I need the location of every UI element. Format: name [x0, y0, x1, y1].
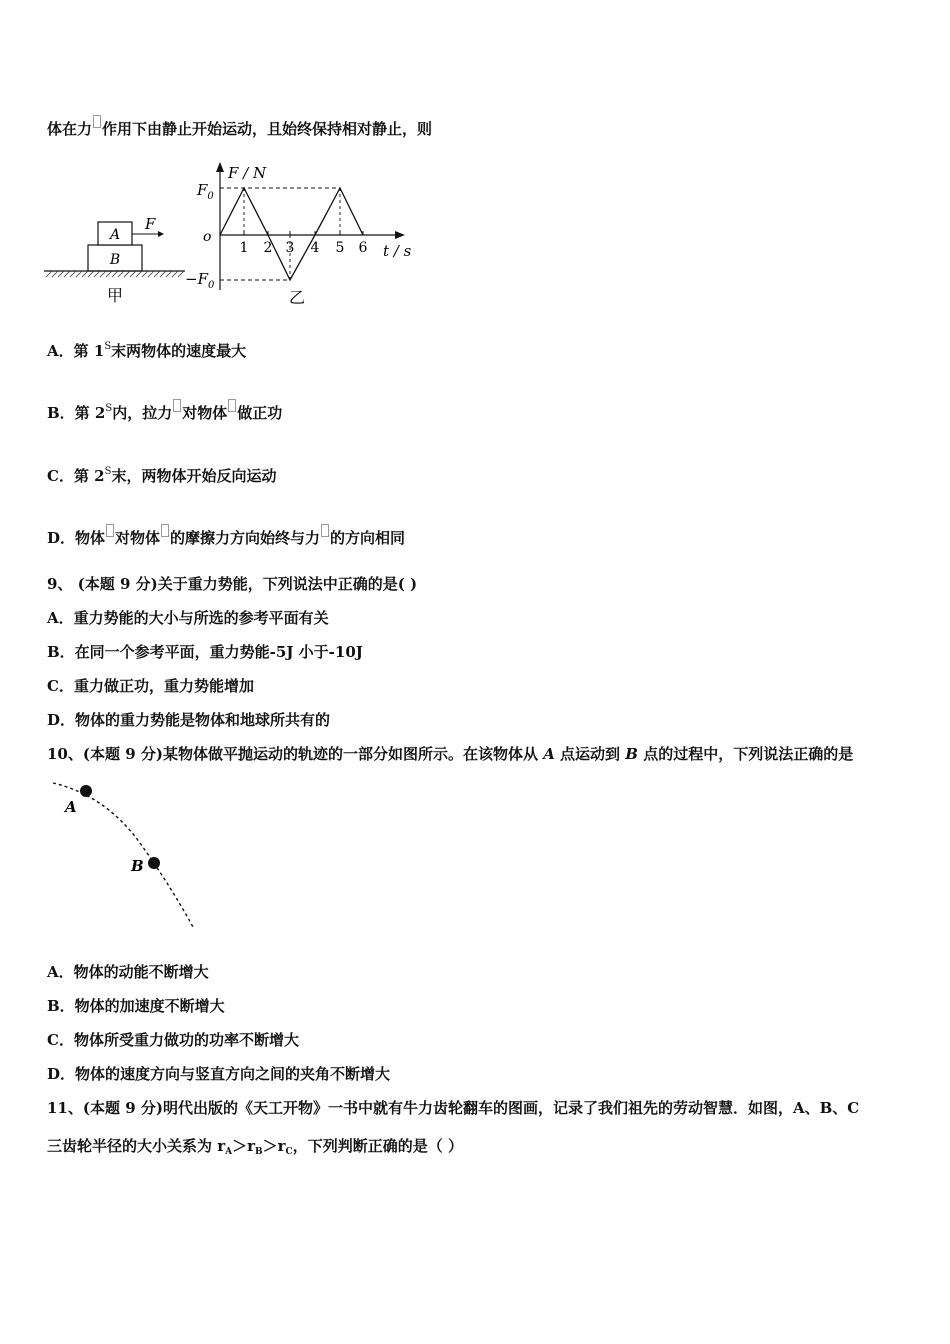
missing-glyph-icon	[106, 524, 114, 537]
y-axis-label: F / N	[228, 164, 267, 182]
q8-option-a: A．第 $1^S$末两物体的速度最大	[47, 341, 247, 360]
figure-jia-caption: 甲	[106, 286, 124, 305]
q10-option-b: B．物体的加速度不断增大	[47, 997, 225, 1015]
point-a	[80, 785, 92, 797]
x-tick-6: 6	[358, 240, 368, 256]
missing-glyph-icon	[173, 399, 181, 412]
block-a-label: A	[109, 227, 121, 243]
q10-option-a: A．物体的动能不断增大	[47, 963, 209, 981]
q8-option-d: D．物体 对物体 的摩擦力方向始终与力 的方向相同	[47, 524, 405, 548]
f0-positive-label: $F_0$	[197, 181, 214, 202]
q9-option-a: A．重力势能的大小与所选的参考平面有关	[47, 609, 329, 627]
q11-stem-line2: 三齿轮半径的大小关系为 $r_A>r_B>r_C$，下列判断正确的是（ ）	[47, 1137, 463, 1157]
x-axis-label: t / s	[383, 242, 412, 260]
missing-glyph-icon	[228, 399, 236, 412]
q9-stem: 9、 (本题 9 分)关于重力势能，下列说法中正确的是( )	[47, 575, 418, 593]
q9-option-d: D．物体的重力势能是物体和地球所共有的	[47, 711, 331, 729]
q10-option-d: D．物体的速度方向与竖直方向之间的夹角不断增大	[47, 1065, 391, 1083]
x-tick-5: 5	[335, 240, 345, 256]
trajectory-figure	[45, 775, 205, 935]
missing-glyph-icon	[93, 115, 101, 128]
x-tick-2: 2	[263, 240, 273, 256]
q9-option-b: B．在同一个参考平面，重力势能-5J 小于-10J	[47, 643, 363, 661]
origin-label: o	[203, 229, 212, 245]
f0-negative-label: $-F_0$	[185, 270, 215, 291]
x-tick-4: 4	[310, 240, 320, 256]
q10-stem: 10、(本题 9 分)某物体做平抛运动的轨迹的一部分如图所示。在该物体从 A 点运动到 B 点的过程中，下列说法正确的是	[47, 745, 854, 763]
missing-glyph-icon	[321, 524, 329, 537]
x-tick-3: 3	[285, 240, 295, 256]
q8-stem: 体在力 作用下由静止开始运动，且始终保持相对静止，则	[47, 115, 432, 139]
point-b	[148, 857, 160, 869]
q9-option-c: C．重力做正功，重力势能增加	[47, 677, 254, 695]
force-label: F	[145, 215, 156, 233]
q10-option-c: C．物体所受重力做功的功率不断增大	[47, 1031, 299, 1049]
block-b-label: B	[109, 252, 121, 268]
x-tick-1: 1	[239, 240, 249, 256]
force-time-graph	[220, 188, 363, 280]
figure-yi-caption: 乙	[288, 288, 306, 307]
figure-yi	[185, 160, 420, 310]
point-b-label: B	[131, 857, 144, 875]
missing-glyph-icon	[161, 524, 169, 537]
q8-option-c: C．第 $2^S$末，两物体开始反向运动	[47, 466, 277, 485]
q8-option-b: B．第 $2^S$内，拉力 对物体 做正功	[47, 399, 282, 423]
point-a-label: A	[65, 798, 77, 816]
q11-stem-line1: 11、(本题 9 分)明代出版的《天工开物》一书中就有牛力齿轮翻车的图画，记录了我们祖先的劳动智慧．如图，A、B、C	[47, 1099, 860, 1117]
figure-jia	[40, 205, 195, 310]
